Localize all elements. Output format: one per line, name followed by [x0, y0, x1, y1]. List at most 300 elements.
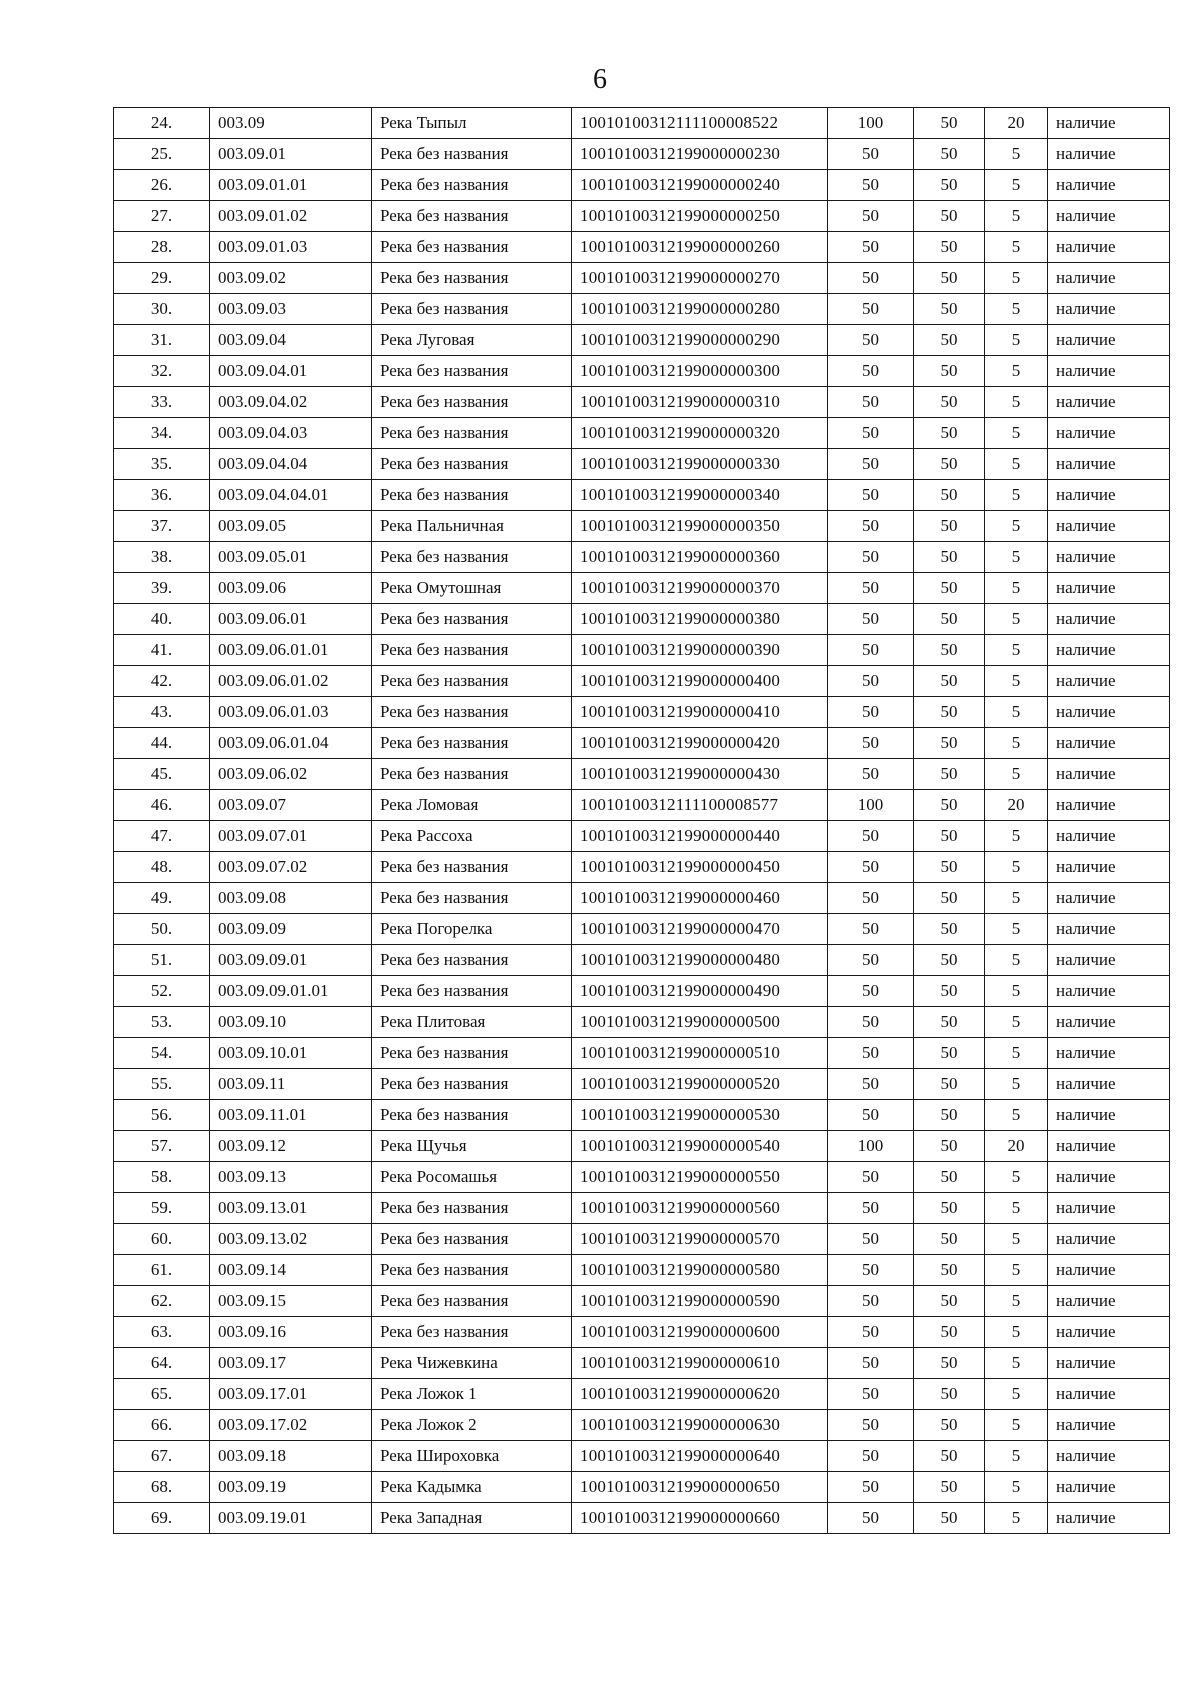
- registry-id-cell: 10010100312199000000310: [572, 387, 828, 418]
- river-name-cell: Река без названия: [372, 1100, 572, 1131]
- table-row: [114, 1193, 1170, 1224]
- value-c-cell: 5: [985, 1100, 1048, 1131]
- river-name-cell: Река без названия: [372, 201, 572, 232]
- table-row: [114, 1472, 1170, 1503]
- river-code-cell: 003.09.05.01: [210, 542, 372, 573]
- value-b-cell: 50: [914, 201, 985, 232]
- value-a-cell: 50: [828, 728, 914, 759]
- row-number-cell: 41.: [114, 635, 210, 666]
- status-cell: наличие: [1048, 759, 1170, 790]
- status-cell: наличие: [1048, 1472, 1170, 1503]
- value-c-cell: 5: [985, 1255, 1048, 1286]
- river-name-cell: Река без названия: [372, 604, 572, 635]
- status-cell: наличие: [1048, 325, 1170, 356]
- river-name-cell: Река Пальничная: [372, 511, 572, 542]
- river-code-cell: 003.09.04: [210, 325, 372, 356]
- value-c-cell: 5: [985, 1379, 1048, 1410]
- registry-id-cell: 10010100312199000000390: [572, 635, 828, 666]
- river-name-cell: Река Луговая: [372, 325, 572, 356]
- value-b-cell: 50: [914, 821, 985, 852]
- river-code-cell: 003.09.11.01: [210, 1100, 372, 1131]
- river-code-cell: 003.09: [210, 108, 372, 139]
- value-c-cell: 5: [985, 852, 1048, 883]
- table-row: [114, 139, 1170, 170]
- river-code-cell: 003.09.13.02: [210, 1224, 372, 1255]
- value-b-cell: 50: [914, 356, 985, 387]
- status-cell: наличие: [1048, 480, 1170, 511]
- registry-id-cell: 10010100312199000000300: [572, 356, 828, 387]
- value-a-cell: 50: [828, 1317, 914, 1348]
- value-a-cell: 100: [828, 108, 914, 139]
- value-a-cell: 50: [828, 449, 914, 480]
- value-b-cell: 50: [914, 635, 985, 666]
- river-name-cell: Река без названия: [372, 1224, 572, 1255]
- status-cell: наличие: [1048, 201, 1170, 232]
- status-cell: наличие: [1048, 511, 1170, 542]
- river-code-cell: 003.09.07.01: [210, 821, 372, 852]
- value-a-cell: 50: [828, 294, 914, 325]
- table-row: [114, 852, 1170, 883]
- river-code-cell: 003.09.01.01: [210, 170, 372, 201]
- value-a-cell: 50: [828, 945, 914, 976]
- status-cell: наличие: [1048, 1255, 1170, 1286]
- value-a-cell: 50: [828, 976, 914, 1007]
- status-cell: наличие: [1048, 573, 1170, 604]
- row-number-cell: 58.: [114, 1162, 210, 1193]
- status-cell: наличие: [1048, 883, 1170, 914]
- row-number-cell: 66.: [114, 1410, 210, 1441]
- registry-id-cell: 10010100312199000000320: [572, 418, 828, 449]
- value-a-cell: 50: [828, 387, 914, 418]
- table-row: [114, 976, 1170, 1007]
- river-code-cell: 003.09.09: [210, 914, 372, 945]
- value-b-cell: 50: [914, 139, 985, 170]
- value-a-cell: 50: [828, 1100, 914, 1131]
- status-cell: наличие: [1048, 1286, 1170, 1317]
- status-cell: наличие: [1048, 945, 1170, 976]
- value-b-cell: 50: [914, 1286, 985, 1317]
- river-code-cell: 003.09.10: [210, 1007, 372, 1038]
- value-b-cell: 50: [914, 480, 985, 511]
- river-code-cell: 003.09.07: [210, 790, 372, 821]
- table-row: [114, 1503, 1170, 1534]
- value-b-cell: 50: [914, 542, 985, 573]
- registry-id-cell: 10010100312199000000340: [572, 480, 828, 511]
- value-a-cell: 50: [828, 635, 914, 666]
- value-c-cell: 5: [985, 1007, 1048, 1038]
- value-c-cell: 5: [985, 883, 1048, 914]
- status-cell: наличие: [1048, 1379, 1170, 1410]
- value-b-cell: 50: [914, 232, 985, 263]
- value-b-cell: 50: [914, 1038, 985, 1069]
- value-c-cell: 5: [985, 697, 1048, 728]
- river-name-cell: Река без названия: [372, 728, 572, 759]
- table-row: [114, 1100, 1170, 1131]
- registry-id-cell: 10010100312111100008522: [572, 108, 828, 139]
- status-cell: наличие: [1048, 666, 1170, 697]
- value-a-cell: 100: [828, 1131, 914, 1162]
- value-c-cell: 5: [985, 945, 1048, 976]
- river-code-cell: 003.09.05: [210, 511, 372, 542]
- table-row: [114, 1379, 1170, 1410]
- row-number-cell: 55.: [114, 1069, 210, 1100]
- river-name-cell: Река без названия: [372, 449, 572, 480]
- value-a-cell: 50: [828, 573, 914, 604]
- value-a-cell: 50: [828, 542, 914, 573]
- river-code-cell: 003.09.04.04: [210, 449, 372, 480]
- row-number-cell: 49.: [114, 883, 210, 914]
- value-c-cell: 20: [985, 1131, 1048, 1162]
- table-row: [114, 1162, 1170, 1193]
- river-code-cell: 003.09.16: [210, 1317, 372, 1348]
- row-number-cell: 30.: [114, 294, 210, 325]
- table-row: [114, 511, 1170, 542]
- registry-id-cell: 10010100312199000000580: [572, 1255, 828, 1286]
- table-row: [114, 666, 1170, 697]
- value-b-cell: 50: [914, 294, 985, 325]
- value-a-cell: 50: [828, 356, 914, 387]
- registry-id-cell: 10010100312199000000360: [572, 542, 828, 573]
- value-c-cell: 5: [985, 1317, 1048, 1348]
- status-cell: наличие: [1048, 1224, 1170, 1255]
- row-number-cell: 28.: [114, 232, 210, 263]
- table-row: [114, 325, 1170, 356]
- registry-id-cell: 10010100312199000000420: [572, 728, 828, 759]
- row-number-cell: 26.: [114, 170, 210, 201]
- row-number-cell: 32.: [114, 356, 210, 387]
- row-number-cell: 34.: [114, 418, 210, 449]
- value-a-cell: 50: [828, 325, 914, 356]
- river-code-cell: 003.09.17.01: [210, 1379, 372, 1410]
- river-name-cell: Река Ломовая: [372, 790, 572, 821]
- value-b-cell: 50: [914, 604, 985, 635]
- river-name-cell: Река без названия: [372, 139, 572, 170]
- value-b-cell: 50: [914, 728, 985, 759]
- value-a-cell: 50: [828, 666, 914, 697]
- river-name-cell: Река без названия: [372, 170, 572, 201]
- table-row: [114, 821, 1170, 852]
- value-c-cell: 20: [985, 790, 1048, 821]
- value-a-cell: 50: [828, 604, 914, 635]
- river-name-cell: Река Росомашья: [372, 1162, 572, 1193]
- row-number-cell: 38.: [114, 542, 210, 573]
- value-c-cell: 5: [985, 1348, 1048, 1379]
- table-row: [114, 201, 1170, 232]
- river-code-cell: 003.09.19: [210, 1472, 372, 1503]
- river-code-cell: 003.09.15: [210, 1286, 372, 1317]
- table-row: [114, 914, 1170, 945]
- status-cell: наличие: [1048, 1503, 1170, 1534]
- value-c-cell: 5: [985, 542, 1048, 573]
- value-b-cell: 50: [914, 108, 985, 139]
- river-name-cell: Река без названия: [372, 356, 572, 387]
- river-code-cell: 003.09.10.01: [210, 1038, 372, 1069]
- river-code-cell: 003.09.04.03: [210, 418, 372, 449]
- value-c-cell: 5: [985, 759, 1048, 790]
- row-number-cell: 33.: [114, 387, 210, 418]
- status-cell: наличие: [1048, 1441, 1170, 1472]
- registry-id-cell: 10010100312199000000240: [572, 170, 828, 201]
- table-row: [114, 294, 1170, 325]
- registry-id-cell: 10010100312199000000560: [572, 1193, 828, 1224]
- row-number-cell: 65.: [114, 1379, 210, 1410]
- value-a-cell: 50: [828, 418, 914, 449]
- value-c-cell: 5: [985, 1162, 1048, 1193]
- value-b-cell: 50: [914, 418, 985, 449]
- registry-id-cell: 10010100312199000000570: [572, 1224, 828, 1255]
- river-code-cell: 003.09.02: [210, 263, 372, 294]
- status-cell: наличие: [1048, 604, 1170, 635]
- value-c-cell: 5: [985, 1224, 1048, 1255]
- table-row: [114, 759, 1170, 790]
- value-c-cell: 5: [985, 1193, 1048, 1224]
- value-c-cell: 5: [985, 418, 1048, 449]
- table-row: [114, 1317, 1170, 1348]
- river-name-cell: Река без названия: [372, 263, 572, 294]
- value-c-cell: 5: [985, 1286, 1048, 1317]
- value-b-cell: 50: [914, 976, 985, 1007]
- registry-id-cell: 10010100312199000000440: [572, 821, 828, 852]
- value-b-cell: 50: [914, 852, 985, 883]
- value-b-cell: 50: [914, 170, 985, 201]
- value-a-cell: 50: [828, 170, 914, 201]
- river-name-cell: Река Погорелка: [372, 914, 572, 945]
- status-cell: наличие: [1048, 294, 1170, 325]
- river-code-cell: 003.09.19.01: [210, 1503, 372, 1534]
- registry-id-cell: 10010100312199000000500: [572, 1007, 828, 1038]
- row-number-cell: 42.: [114, 666, 210, 697]
- row-number-cell: 54.: [114, 1038, 210, 1069]
- registry-id-cell: 10010100312199000000650: [572, 1472, 828, 1503]
- river-code-cell: 003.09.04.01: [210, 356, 372, 387]
- status-cell: наличие: [1048, 790, 1170, 821]
- status-cell: наличие: [1048, 418, 1170, 449]
- status-cell: наличие: [1048, 108, 1170, 139]
- table-row: [114, 945, 1170, 976]
- value-c-cell: 5: [985, 1503, 1048, 1534]
- value-a-cell: 50: [828, 1410, 914, 1441]
- table-row: [114, 883, 1170, 914]
- value-b-cell: 50: [914, 511, 985, 542]
- row-number-cell: 62.: [114, 1286, 210, 1317]
- registry-id-cell: 10010100312199000000430: [572, 759, 828, 790]
- river-name-cell: Река без названия: [372, 1317, 572, 1348]
- river-name-cell: Река Тыпыл: [372, 108, 572, 139]
- row-number-cell: 59.: [114, 1193, 210, 1224]
- row-number-cell: 60.: [114, 1224, 210, 1255]
- river-code-cell: 003.09.04.02: [210, 387, 372, 418]
- river-code-cell: 003.09.13.01: [210, 1193, 372, 1224]
- row-number-cell: 51.: [114, 945, 210, 976]
- registry-id-cell: 10010100312199000000660: [572, 1503, 828, 1534]
- status-cell: наличие: [1048, 232, 1170, 263]
- value-b-cell: 50: [914, 1162, 985, 1193]
- value-b-cell: 50: [914, 1007, 985, 1038]
- value-c-cell: 5: [985, 821, 1048, 852]
- status-cell: наличие: [1048, 356, 1170, 387]
- status-cell: наличие: [1048, 1038, 1170, 1069]
- status-cell: наличие: [1048, 1100, 1170, 1131]
- value-a-cell: 50: [828, 1038, 914, 1069]
- river-name-cell: Река без названия: [372, 1286, 572, 1317]
- river-code-cell: 003.09.12: [210, 1131, 372, 1162]
- river-name-cell: Река без названия: [372, 635, 572, 666]
- value-c-cell: 5: [985, 604, 1048, 635]
- table-row: [114, 1007, 1170, 1038]
- river-code-cell: 003.09.17.02: [210, 1410, 372, 1441]
- river-name-cell: Река без названия: [372, 387, 572, 418]
- row-number-cell: 37.: [114, 511, 210, 542]
- value-a-cell: 50: [828, 263, 914, 294]
- river-name-cell: Река без названия: [372, 883, 572, 914]
- river-code-cell: 003.09.13: [210, 1162, 372, 1193]
- registry-id-cell: 10010100312199000000550: [572, 1162, 828, 1193]
- row-number-cell: 24.: [114, 108, 210, 139]
- row-number-cell: 52.: [114, 976, 210, 1007]
- registry-id-cell: 10010100312199000000540: [572, 1131, 828, 1162]
- value-a-cell: 50: [828, 1224, 914, 1255]
- river-name-cell: Река без названия: [372, 759, 572, 790]
- river-name-cell: Река без названия: [372, 1255, 572, 1286]
- status-cell: наличие: [1048, 976, 1170, 1007]
- table-row: [114, 263, 1170, 294]
- river-name-cell: Река Западная: [372, 1503, 572, 1534]
- row-number-cell: 63.: [114, 1317, 210, 1348]
- registry-id-cell: 10010100312199000000250: [572, 201, 828, 232]
- registry-id-cell: 10010100312199000000260: [572, 232, 828, 263]
- value-b-cell: 50: [914, 1410, 985, 1441]
- row-number-cell: 43.: [114, 697, 210, 728]
- value-c-cell: 5: [985, 325, 1048, 356]
- table-row: [114, 356, 1170, 387]
- river-code-cell: 003.09.07.02: [210, 852, 372, 883]
- status-cell: наличие: [1048, 1410, 1170, 1441]
- value-a-cell: 50: [828, 232, 914, 263]
- river-code-cell: 003.09.09.01: [210, 945, 372, 976]
- value-a-cell: 50: [828, 1441, 914, 1472]
- status-cell: наличие: [1048, 821, 1170, 852]
- row-number-cell: 69.: [114, 1503, 210, 1534]
- table-row: [114, 1286, 1170, 1317]
- registry-id-cell: 10010100312199000000350: [572, 511, 828, 542]
- row-number-cell: 47.: [114, 821, 210, 852]
- value-c-cell: 5: [985, 387, 1048, 418]
- value-c-cell: 5: [985, 232, 1048, 263]
- row-number-cell: 31.: [114, 325, 210, 356]
- river-name-cell: Река без названия: [372, 945, 572, 976]
- value-b-cell: 50: [914, 1069, 985, 1100]
- river-name-cell: Река без названия: [372, 232, 572, 263]
- value-b-cell: 50: [914, 1348, 985, 1379]
- river-registry-table: [113, 107, 1170, 1534]
- river-code-cell: 003.09.14: [210, 1255, 372, 1286]
- status-cell: наличие: [1048, 635, 1170, 666]
- river-code-cell: 003.09.18: [210, 1441, 372, 1472]
- river-code-cell: 003.09.06.01.03: [210, 697, 372, 728]
- value-b-cell: 50: [914, 914, 985, 945]
- value-b-cell: 50: [914, 945, 985, 976]
- row-number-cell: 35.: [114, 449, 210, 480]
- value-c-cell: 5: [985, 201, 1048, 232]
- registry-id-cell: 10010100312199000000270: [572, 263, 828, 294]
- value-a-cell: 50: [828, 852, 914, 883]
- river-name-cell: Река без названия: [372, 418, 572, 449]
- row-number-cell: 57.: [114, 1131, 210, 1162]
- status-cell: наличие: [1048, 852, 1170, 883]
- value-c-cell: 5: [985, 573, 1048, 604]
- value-b-cell: 50: [914, 790, 985, 821]
- river-code-cell: 003.09.06.01.04: [210, 728, 372, 759]
- table-row: [114, 604, 1170, 635]
- value-c-cell: 5: [985, 1069, 1048, 1100]
- value-a-cell: 50: [828, 511, 914, 542]
- registry-id-cell: 10010100312199000000460: [572, 883, 828, 914]
- value-a-cell: 50: [828, 1503, 914, 1534]
- river-code-cell: 003.09.09.01.01: [210, 976, 372, 1007]
- river-code-cell: 003.09.01.02: [210, 201, 372, 232]
- status-cell: наличие: [1048, 728, 1170, 759]
- river-code-cell: 003.09.04.04.01: [210, 480, 372, 511]
- value-b-cell: 50: [914, 1131, 985, 1162]
- value-a-cell: 50: [828, 759, 914, 790]
- registry-id-cell: 10010100312199000000370: [572, 573, 828, 604]
- table-row: [114, 697, 1170, 728]
- row-number-cell: 25.: [114, 139, 210, 170]
- river-name-cell: Река без названия: [372, 666, 572, 697]
- row-number-cell: 29.: [114, 263, 210, 294]
- status-cell: наличие: [1048, 387, 1170, 418]
- river-code-cell: 003.09.06.01: [210, 604, 372, 635]
- value-a-cell: 100: [828, 790, 914, 821]
- value-a-cell: 50: [828, 821, 914, 852]
- registry-id-cell: 10010100312199000000410: [572, 697, 828, 728]
- registry-id-cell: 10010100312199000000480: [572, 945, 828, 976]
- value-b-cell: 50: [914, 1255, 985, 1286]
- value-b-cell: 50: [914, 759, 985, 790]
- row-number-cell: 44.: [114, 728, 210, 759]
- river-name-cell: Река без названия: [372, 542, 572, 573]
- registry-id-cell: 10010100312199000000280: [572, 294, 828, 325]
- river-code-cell: 003.09.08: [210, 883, 372, 914]
- table-row: [114, 1131, 1170, 1162]
- river-name-cell: Река без названия: [372, 976, 572, 1007]
- value-b-cell: 50: [914, 1100, 985, 1131]
- table-row: [114, 790, 1170, 821]
- value-c-cell: 5: [985, 728, 1048, 759]
- river-name-cell: Река Чижевкина: [372, 1348, 572, 1379]
- row-number-cell: 50.: [114, 914, 210, 945]
- table-row: [114, 418, 1170, 449]
- value-b-cell: 50: [914, 449, 985, 480]
- value-c-cell: 5: [985, 356, 1048, 387]
- registry-id-cell: 10010100312199000000590: [572, 1286, 828, 1317]
- table-row: [114, 728, 1170, 759]
- status-cell: наличие: [1048, 914, 1170, 945]
- river-name-cell: Река Плитовая: [372, 1007, 572, 1038]
- page-number: 6: [593, 64, 607, 95]
- status-cell: наличие: [1048, 1162, 1170, 1193]
- status-cell: наличие: [1048, 170, 1170, 201]
- table-body: [114, 108, 1170, 1534]
- river-code-cell: 003.09.17: [210, 1348, 372, 1379]
- value-a-cell: 50: [828, 914, 914, 945]
- row-number-cell: 56.: [114, 1100, 210, 1131]
- value-a-cell: 50: [828, 201, 914, 232]
- river-name-cell: Река без названия: [372, 1069, 572, 1100]
- row-number-cell: 64.: [114, 1348, 210, 1379]
- value-c-cell: 5: [985, 1472, 1048, 1503]
- status-cell: наличие: [1048, 1069, 1170, 1100]
